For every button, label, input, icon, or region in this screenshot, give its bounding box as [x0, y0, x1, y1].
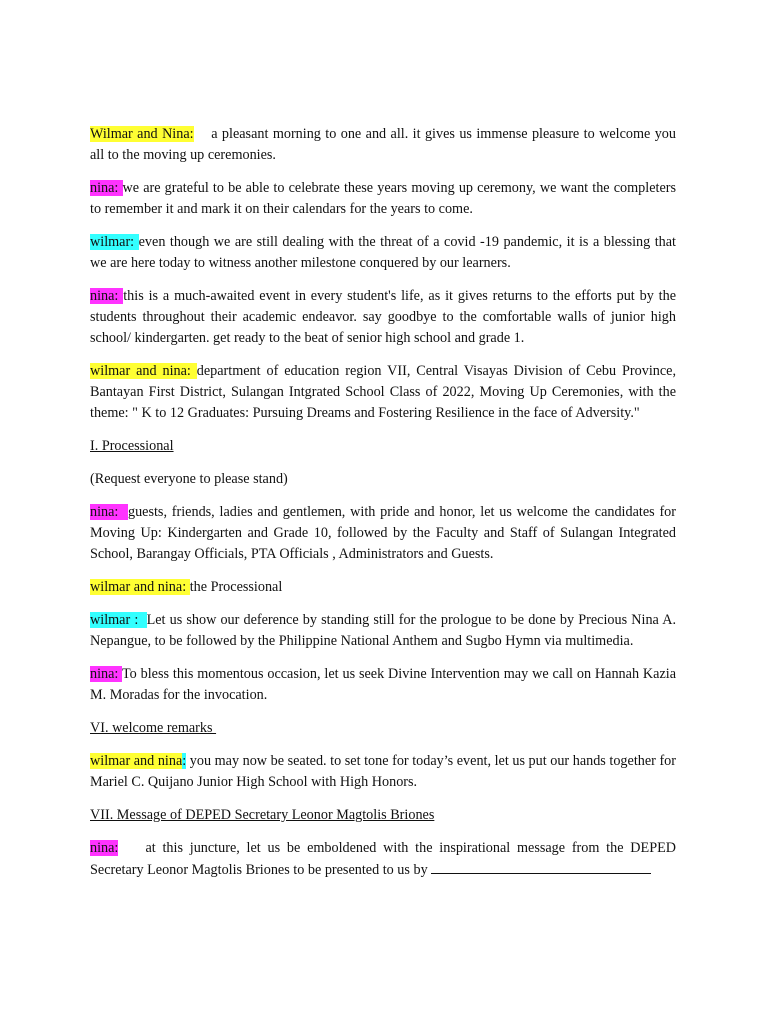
paragraph-juncture	[90, 838, 680, 881]
paragraph-text: you may now be seated. to set tone for today’s event, let us put our hands together for Mariel C. Quijano Junior High School with High Honors.	[90, 753, 676, 790]
paragraph-request-stand: (Request everyone to please stand)	[90, 471, 288, 487]
paragraph-text: department of education region VII, Central Visayas Division of Cebu Province, Bantayan First District, Sulangan Intgrated School Class of 2022, Moving Up Ceremonies, with the theme: " K to 12 Graduates: Pursuing Dreams and Fostering Resilience in the face of Adversity."	[90, 363, 677, 421]
speaker-label-colon: :	[182, 753, 187, 769]
paragraph-seated	[90, 751, 676, 793]
speaker-label: wilmar and nina:	[90, 363, 197, 379]
speaker-label: nina:	[90, 666, 122, 682]
blank-line	[431, 859, 651, 874]
paragraph-awaited	[90, 286, 676, 349]
paragraph-invocation	[90, 664, 676, 706]
paragraph-text: guests, friends, ladies and gentlemen, with pride and honor, let us welcome the candidates for Moving Up: Kindergarten and Grade 10, followed by the Faculty and Staff of Sulangan Integrated School, Barangay Officials, PTA Officials , Administrators and Guests.	[90, 504, 676, 562]
paragraph-candidates	[90, 502, 676, 565]
speaker-label: nina:	[90, 840, 119, 856]
speaker-label: nina:	[90, 288, 124, 304]
speaker-label: wilmar and nina:	[90, 579, 190, 595]
section-heading-welcome-remarks: VI. welcome remarks	[90, 720, 217, 736]
paragraph-text: Let us show our deference by standing still for the prologue to be done by Precious Nina A. Nepangue, to be followed by the Philippine National Anthem and Sugbo Hymn via multimedia.	[90, 612, 676, 649]
paragraph-deped-theme	[90, 361, 676, 424]
paragraph-text: a pleasant morning to one and all. it gives us immense pleasure to welcome you all to the moving up ceremonies.	[90, 126, 680, 163]
section-heading-processional: I. Processional	[90, 438, 174, 454]
paragraph-text: at this juncture, let us be emboldened with the inspirational message from the DEPED Secretary Leonor Magtolis Briones to be presented to us by	[90, 840, 680, 878]
speaker-label: wilmar and nina	[90, 753, 183, 769]
speaker-label: nina:	[90, 180, 123, 196]
paragraph-text: this is a much-awaited event in every student's life, as it gives returns to the efforts put by the students throughout their academic endeavor. say goodbye to the comfortable walls of junior high school/ kindergarten. get ready to the beat of senior high school and grade 1.	[90, 288, 676, 346]
speaker-label: Wilmar and Nina:	[90, 126, 194, 142]
speaker-label: wilmar:	[90, 234, 139, 250]
speaker-label: wilmar :	[90, 612, 147, 628]
paragraph-text: To bless this momentous occasion, let us seek Divine Intervention may we call on Hannah Kazia M. Moradas for the invocation.	[90, 666, 676, 703]
paragraph-text: the Processional	[189, 579, 283, 595]
paragraph-processional	[90, 577, 676, 598]
speaker-label: nina:	[90, 504, 128, 520]
paragraph-welcome	[90, 124, 680, 166]
paragraph-covid	[90, 232, 676, 274]
paragraph-grateful	[90, 178, 676, 220]
paragraph-prologue	[90, 610, 676, 652]
section-heading-deped-message: VII. Message of DEPED Secretary Leonor Magtolis Briones	[90, 807, 435, 823]
document-page	[90, 124, 680, 893]
paragraph-text: even though we are still dealing with the threat of a covid -19 pandemic, it is a blessing that we are here today to witness another milestone conquered by our learners.	[90, 234, 676, 271]
paragraph-text: we are grateful to be able to celebrate these years moving up ceremony, we want the completers to remember it and mark it on their calendars for the years to come.	[90, 180, 676, 217]
